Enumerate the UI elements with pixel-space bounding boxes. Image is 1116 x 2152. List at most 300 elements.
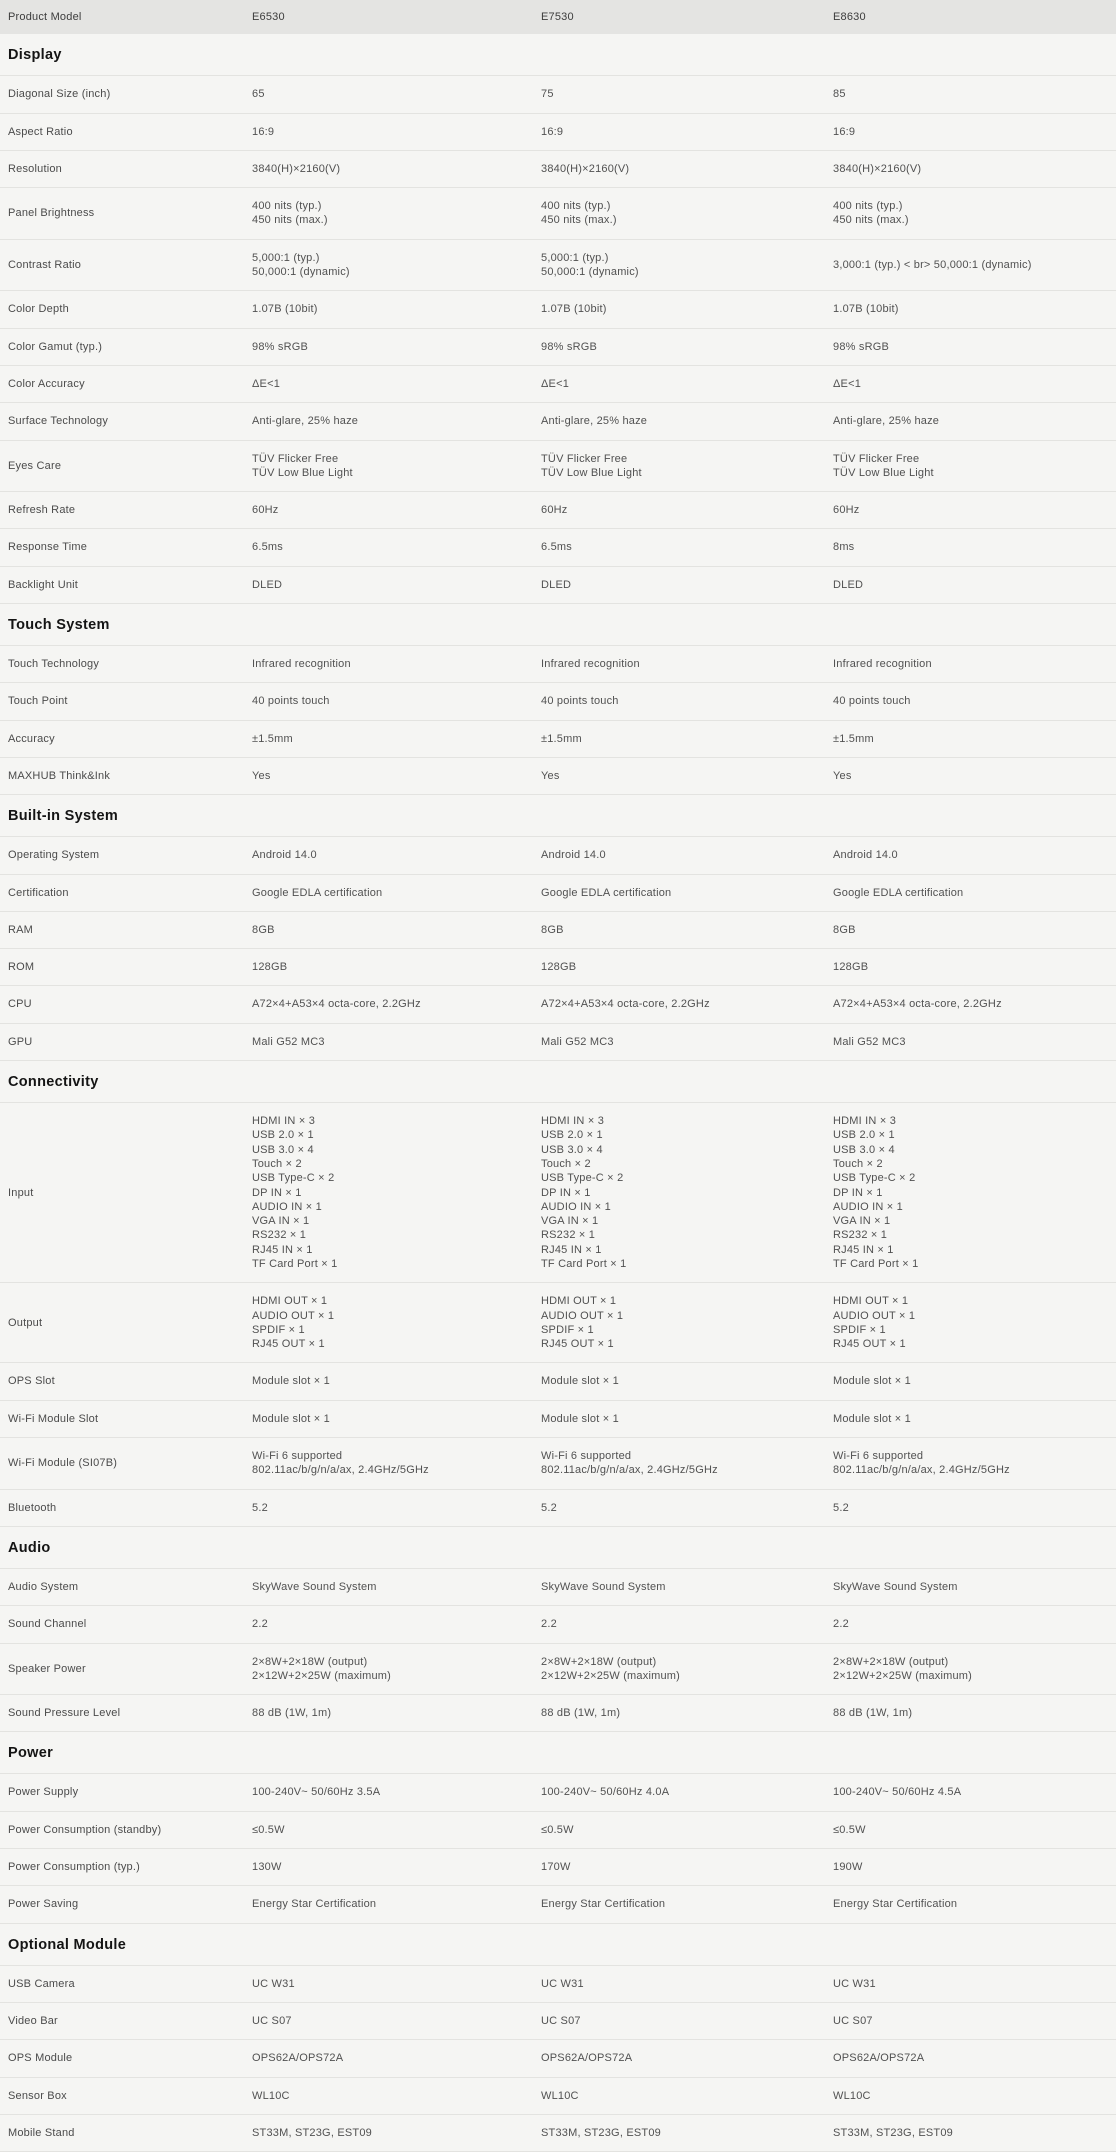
spec-value-line: 2×12W+2×25W (maximum) <box>541 1669 680 1682</box>
spec-value <box>833 1655 1116 1684</box>
spec-value <box>833 769 1116 783</box>
spec-value-line: 40 points touch <box>252 695 330 708</box>
header-model-e6530: E6530 <box>252 11 285 23</box>
spec-value <box>541 199 833 228</box>
spec-value-line: 2.2 <box>541 1618 557 1631</box>
spec-value <box>833 125 1116 139</box>
spec-value-line: RS232 × 1 <box>252 1229 307 1242</box>
spec-value-line: OPS62A/OPS72A <box>833 2052 925 2065</box>
spec-value-line: USB 2.0 × 1 <box>833 1129 895 1142</box>
spec-value <box>833 1501 1116 1515</box>
spec-value-line: WL10C <box>252 2089 290 2102</box>
spec-value-line: Touch × 2 <box>541 1157 591 1170</box>
spec-row <box>0 291 1116 328</box>
spec-row-label: Diagonal Size (inch) <box>8 88 111 101</box>
spec-value-line: 98% sRGB <box>252 340 309 353</box>
spec-value <box>541 1580 833 1594</box>
spec-row <box>0 2078 1116 2115</box>
spec-value <box>833 848 1116 862</box>
spec-value <box>541 1114 833 1271</box>
spec-value <box>252 1706 541 1720</box>
spec-value-line: 1.07B (10bit) <box>833 303 899 316</box>
spec-row <box>0 1812 1116 1849</box>
spec-value-line: USB Type-C × 2 <box>541 1172 624 1185</box>
spec-row-label: Power Supply <box>8 1786 79 1799</box>
spec-value-line: TF Card Port × 1 <box>541 1257 627 1270</box>
spec-value-line: HDMI OUT × 1 <box>833 1295 909 1308</box>
spec-row-label: Color Depth <box>8 303 69 316</box>
spec-value-line: TÜV Flicker Free <box>252 452 339 465</box>
spec-row-label: Refresh Rate <box>8 504 76 517</box>
spec-value <box>541 2014 833 2028</box>
spec-value <box>833 258 1116 272</box>
spec-value <box>252 1897 541 1911</box>
spec-value <box>252 1655 541 1684</box>
spec-value-line: UC S07 <box>833 2014 873 2027</box>
spec-row <box>0 567 1116 604</box>
spec-row <box>0 758 1116 795</box>
spec-row <box>0 1401 1116 1438</box>
spec-value <box>833 503 1116 517</box>
spec-value-line: Yes <box>833 769 852 782</box>
spec-value <box>252 251 541 280</box>
spec-value <box>252 2126 541 2140</box>
spec-value-line: A72×4+A53×4 octa-core, 2.2GHz <box>541 998 710 1011</box>
spec-value-line: VGA IN × 1 <box>252 1215 310 1228</box>
spec-value-line: USB 2.0 × 1 <box>541 1129 603 1142</box>
spec-value-line: ≤0.5W <box>252 1823 285 1836</box>
spec-value <box>833 1617 1116 1631</box>
spec-value <box>252 87 541 101</box>
spec-value-line: 450 nits (max.) <box>833 214 909 227</box>
spec-row-label: Backlight Unit <box>8 578 79 591</box>
spec-row <box>0 492 1116 529</box>
spec-value <box>541 452 833 481</box>
spec-value-line: WL10C <box>541 2089 579 2102</box>
spec-row <box>0 1774 1116 1811</box>
spec-value-line: 3840(H)×2160(V) <box>833 162 922 175</box>
spec-value <box>541 1449 833 1478</box>
spec-value-line: AUDIO OUT × 1 <box>541 1309 624 1322</box>
spec-value-line: UC W31 <box>833 1977 876 1990</box>
spec-row <box>0 151 1116 188</box>
spec-value <box>833 452 1116 481</box>
spec-value-line: DLED <box>541 578 572 591</box>
spec-row <box>0 1569 1116 1606</box>
spec-value-line: 88 dB (1W, 1m) <box>541 1707 621 1720</box>
spec-value-line: 60Hz <box>252 504 279 517</box>
spec-row-label: Resolution <box>8 162 62 175</box>
spec-row <box>0 76 1116 113</box>
section-title: Built-in System <box>0 795 1116 837</box>
spec-value-line: 2.2 <box>833 1618 849 1631</box>
spec-row-label: Color Gamut (typ.) <box>8 340 103 353</box>
spec-row <box>0 2040 1116 2077</box>
spec-value-line: Mali G52 MC3 <box>252 1035 325 1048</box>
spec-value-line: DP IN × 1 <box>833 1186 883 1199</box>
spec-value <box>541 340 833 354</box>
spec-value-line: AUDIO IN × 1 <box>541 1200 611 1213</box>
spec-value-line: Google EDLA certification <box>541 886 672 899</box>
spec-value <box>541 162 833 176</box>
spec-value-line: Module slot × 1 <box>252 1412 330 1425</box>
spec-value <box>252 1501 541 1515</box>
spec-row-label: Bluetooth <box>8 1501 57 1514</box>
spec-value <box>833 1823 1116 1837</box>
spec-value <box>833 377 1116 391</box>
spec-value-line: Module slot × 1 <box>541 1412 619 1425</box>
spec-row <box>0 721 1116 758</box>
spec-value-line: ≤0.5W <box>833 1823 866 1836</box>
spec-value-line: TÜV Flicker Free <box>541 452 628 465</box>
spec-value-line: ST33M, ST23G, EST09 <box>252 2126 372 2139</box>
spec-value-line: 2.2 <box>252 1618 268 1631</box>
spec-value <box>252 1860 541 1874</box>
spec-row <box>0 1490 1116 1527</box>
spec-row-label: Sound Channel <box>8 1618 87 1631</box>
spec-value-line: OPS62A/OPS72A <box>541 2052 633 2065</box>
spec-value-line: 88 dB (1W, 1m) <box>833 1707 913 1720</box>
spec-row <box>0 1606 1116 1643</box>
spec-value <box>833 997 1116 1011</box>
spec-value-line: RJ45 OUT × 1 <box>252 1338 325 1351</box>
spec-value-line: Energy Star Certification <box>833 1898 958 1911</box>
spec-value <box>252 657 541 671</box>
spec-row <box>0 912 1116 949</box>
spec-row-label: USB Camera <box>8 1977 75 1990</box>
spec-value-line: AUDIO IN × 1 <box>833 1200 903 1213</box>
spec-value <box>833 2014 1116 2028</box>
spec-row <box>0 1283 1116 1363</box>
spec-value <box>541 125 833 139</box>
spec-value <box>541 769 833 783</box>
spec-value <box>833 923 1116 937</box>
spec-value <box>541 1294 833 1351</box>
spec-value-line: Yes <box>252 769 271 782</box>
spec-value-line: Yes <box>541 769 560 782</box>
table-header-row <box>0 0 1116 34</box>
spec-value-line: TÜV Low Blue Light <box>541 466 642 479</box>
spec-value-line: VGA IN × 1 <box>541 1215 599 1228</box>
spec-value-line: 128GB <box>833 961 869 974</box>
spec-value-line: 98% sRGB <box>833 340 890 353</box>
spec-row-label: Mobile Stand <box>8 2126 75 2139</box>
section-title: Touch System <box>0 604 1116 646</box>
spec-value <box>252 578 541 592</box>
spec-value <box>833 886 1116 900</box>
spec-value-line: ±1.5mm <box>541 732 582 745</box>
spec-value <box>541 1897 833 1911</box>
spec-row-label: OPS Module <box>8 2052 73 2065</box>
spec-value <box>252 769 541 783</box>
spec-value-line: TÜV Low Blue Light <box>833 466 934 479</box>
spec-value <box>541 1977 833 1991</box>
spec-value-line: Energy Star Certification <box>541 1898 666 1911</box>
spec-row-label: Accuracy <box>8 732 55 745</box>
spec-value <box>833 1374 1116 1388</box>
spec-value-line: 400 nits (typ.) <box>541 200 611 213</box>
spec-value <box>541 694 833 708</box>
spec-value <box>833 2126 1116 2140</box>
spec-value-line: 190W <box>833 1861 863 1874</box>
spec-value <box>541 1860 833 1874</box>
spec-value-line: ≤0.5W <box>541 1823 574 1836</box>
spec-value-line: USB 2.0 × 1 <box>252 1129 314 1142</box>
spec-row-label: Sensor Box <box>8 2089 67 2102</box>
spec-value <box>252 997 541 1011</box>
spec-value-line: Infrared recognition <box>252 658 351 671</box>
spec-value-line: 85 <box>833 88 846 101</box>
spec-value-line: UC S07 <box>541 2014 581 2027</box>
spec-value-line: 400 nits (typ.) <box>252 200 322 213</box>
spec-value-line: DP IN × 1 <box>252 1186 302 1199</box>
spec-value <box>252 1449 541 1478</box>
spec-value-line: Anti-glare, 25% haze <box>541 415 648 428</box>
spec-value <box>252 1035 541 1049</box>
spec-value-line: 8GB <box>541 923 564 936</box>
spec-value-line: SkyWave Sound System <box>252 1580 377 1593</box>
spec-value-line: 75 <box>541 88 554 101</box>
spec-value-line: 40 points touch <box>541 695 619 708</box>
spec-row-label: Power Consumption (typ.) <box>8 1861 140 1874</box>
spec-value-line: USB 3.0 × 4 <box>252 1143 314 1156</box>
spec-value <box>541 503 833 517</box>
spec-row-label: Response Time <box>8 541 88 554</box>
spec-row <box>0 529 1116 566</box>
spec-value-line: 16:9 <box>541 125 564 138</box>
spec-value-line: 65 <box>252 88 265 101</box>
spec-value <box>541 414 833 428</box>
spec-value <box>541 1706 833 1720</box>
spec-value <box>541 540 833 554</box>
spec-value <box>541 886 833 900</box>
spec-value-line: Module slot × 1 <box>252 1375 330 1388</box>
spec-value <box>541 1412 833 1426</box>
spec-value <box>833 1706 1116 1720</box>
spec-value-line: 98% sRGB <box>541 340 598 353</box>
spec-value <box>252 1374 541 1388</box>
spec-value-line: 3,000:1 (typ.) < br> 50,000:1 (dynamic) <box>833 258 1032 271</box>
spec-value <box>252 2014 541 2028</box>
spec-value <box>541 578 833 592</box>
spec-value-line: 100-240V~ 50/60Hz 4.5A <box>833 1786 962 1799</box>
spec-value-line: ΔE<1 <box>833 377 862 390</box>
spec-value-line: WL10C <box>833 2089 871 2102</box>
spec-value <box>833 960 1116 974</box>
spec-value <box>541 1617 833 1631</box>
spec-value <box>833 1449 1116 1478</box>
spec-row <box>0 441 1116 493</box>
spec-value <box>541 997 833 1011</box>
spec-value <box>541 732 833 746</box>
spec-row-label: Speaker Power <box>8 1662 86 1675</box>
section-title: Power <box>0 1732 1116 1774</box>
spec-value-line: A72×4+A53×4 octa-core, 2.2GHz <box>833 998 1002 1011</box>
spec-row <box>0 1966 1116 2003</box>
section-title: Optional Module <box>0 1924 1116 1966</box>
spec-value <box>541 657 833 671</box>
spec-value-line: 2×8W+2×18W (output) <box>833 1655 949 1668</box>
spec-value <box>833 732 1116 746</box>
spec-row-label: OPS Slot <box>8 1375 55 1388</box>
spec-value-line: Touch × 2 <box>833 1157 883 1170</box>
spec-value <box>541 1655 833 1684</box>
spec-value-line: SPDIF × 1 <box>252 1323 305 1336</box>
spec-value-line: Mali G52 MC3 <box>541 1035 614 1048</box>
spec-value <box>833 540 1116 554</box>
spec-row <box>0 188 1116 240</box>
spec-value-line: Module slot × 1 <box>541 1375 619 1388</box>
spec-value-line: RJ45 OUT × 1 <box>833 1338 906 1351</box>
spec-value <box>541 302 833 316</box>
header-model-e7530: E7530 <box>541 11 574 23</box>
spec-value-line: 3840(H)×2160(V) <box>252 162 341 175</box>
spec-value-line: 450 nits (max.) <box>252 214 328 227</box>
spec-value-line: 5,000:1 (typ.) <box>252 251 320 264</box>
spec-value-line: 802.11ac/b/g/n/a/ax, 2.4GHz/5GHz <box>541 1464 718 1477</box>
spec-value <box>833 1580 1116 1594</box>
spec-value-line: USB Type-C × 2 <box>252 1172 335 1185</box>
spec-value-line: Anti-glare, 25% haze <box>833 415 940 428</box>
spec-value-line: USB 3.0 × 4 <box>833 1143 895 1156</box>
spec-value-line: Energy Star Certification <box>252 1898 377 1911</box>
spec-row-label: GPU <box>8 1035 33 1048</box>
spec-value-line: 128GB <box>252 961 288 974</box>
spec-row-label: Eyes Care <box>8 459 62 472</box>
spec-value-line: SPDIF × 1 <box>833 1323 886 1336</box>
spec-value-line: RS232 × 1 <box>541 1229 596 1242</box>
spec-value-line: RJ45 IN × 1 <box>252 1243 313 1256</box>
spec-value-line: USB 3.0 × 4 <box>541 1143 603 1156</box>
spec-value-line: 1.07B (10bit) <box>252 303 318 316</box>
spec-value-line: 8GB <box>833 923 856 936</box>
spec-value-line: 3840(H)×2160(V) <box>541 162 630 175</box>
spec-value-line: Android 14.0 <box>833 849 898 862</box>
spec-value-line: 5.2 <box>833 1501 849 1514</box>
spec-row <box>0 366 1116 403</box>
spec-value-line: ΔE<1 <box>252 377 281 390</box>
spec-row-label: Operating System <box>8 849 100 862</box>
spec-value-line: 1.07B (10bit) <box>541 303 607 316</box>
spec-value <box>833 1294 1116 1351</box>
spec-row <box>0 240 1116 292</box>
spec-value-line: 100-240V~ 50/60Hz 3.5A <box>252 1786 381 1799</box>
spec-value <box>252 199 541 228</box>
spec-value <box>252 1977 541 1991</box>
spec-value <box>252 377 541 391</box>
spec-value-line: Mali G52 MC3 <box>833 1035 906 1048</box>
spec-value-line: HDMI IN × 3 <box>541 1115 605 1128</box>
spec-value-line: Anti-glare, 25% haze <box>252 415 359 428</box>
spec-value-line: Module slot × 1 <box>833 1375 911 1388</box>
spec-value <box>252 340 541 354</box>
spec-row <box>0 1644 1116 1696</box>
spec-value-line: Infrared recognition <box>833 658 932 671</box>
spec-row <box>0 949 1116 986</box>
spec-value-line: AUDIO OUT × 1 <box>833 1309 916 1322</box>
spec-row <box>0 1363 1116 1400</box>
spec-sections <box>0 34 1116 2152</box>
spec-row-label: Sound Pressure Level <box>8 1707 121 1720</box>
spec-value-line: 8GB <box>252 923 275 936</box>
spec-value-line: 400 nits (typ.) <box>833 200 903 213</box>
spec-value-line: 5.2 <box>252 1501 268 1514</box>
spec-value <box>252 1580 541 1594</box>
spec-value <box>833 694 1116 708</box>
spec-value-line: USB Type-C × 2 <box>833 1172 916 1185</box>
spec-row <box>0 1103 1116 1283</box>
spec-value-line: Module slot × 1 <box>833 1412 911 1425</box>
spec-value-line: AUDIO OUT × 1 <box>252 1309 335 1322</box>
spec-value <box>252 960 541 974</box>
spec-row <box>0 1024 1116 1061</box>
spec-value <box>833 1114 1116 1271</box>
spec-value <box>541 1501 833 1515</box>
spec-value <box>541 87 833 101</box>
spec-row <box>0 403 1116 440</box>
spec-row <box>0 1886 1116 1923</box>
spec-value-line: 2×12W+2×25W (maximum) <box>833 1669 972 1682</box>
spec-value <box>541 2089 833 2103</box>
spec-value <box>833 578 1116 592</box>
spec-value <box>541 1785 833 1799</box>
spec-value-line: ST33M, ST23G, EST09 <box>541 2126 661 2139</box>
spec-row-label: Touch Technology <box>8 658 100 671</box>
spec-value <box>541 923 833 937</box>
spec-value-line: UC W31 <box>541 1977 584 1990</box>
spec-value-line: 100-240V~ 50/60Hz 4.0A <box>541 1786 670 1799</box>
spec-value-line: RJ45 OUT × 1 <box>541 1338 614 1351</box>
spec-value-line: 50,000:1 (dynamic) <box>541 266 639 279</box>
spec-value <box>252 1785 541 1799</box>
spec-value-line: 2×8W+2×18W (output) <box>541 1655 657 1668</box>
spec-row-label: Aspect Ratio <box>8 125 73 138</box>
spec-value <box>541 2126 833 2140</box>
spec-row-label: Surface Technology <box>8 415 109 428</box>
spec-value <box>541 1823 833 1837</box>
spec-value-line: 2×8W+2×18W (output) <box>252 1655 368 1668</box>
spec-value <box>833 199 1116 228</box>
spec-row-label: Output <box>8 1316 43 1329</box>
spec-row-label: Color Accuracy <box>8 377 85 390</box>
spec-value <box>833 657 1116 671</box>
spec-value-line: DP IN × 1 <box>541 1186 591 1199</box>
spec-value-line: TF Card Port × 1 <box>833 1257 919 1270</box>
spec-value <box>252 540 541 554</box>
spec-value-line: 450 nits (max.) <box>541 214 617 227</box>
spec-row <box>0 837 1116 874</box>
spec-value <box>833 1860 1116 1874</box>
spec-value-line: DLED <box>833 578 864 591</box>
spec-value-line: 8ms <box>833 541 855 554</box>
spec-row-label: Certification <box>8 886 69 899</box>
spec-value-line: 60Hz <box>541 504 568 517</box>
spec-row-label: Wi-Fi Module Slot <box>8 1412 99 1425</box>
spec-value-line: OPS62A/OPS72A <box>252 2052 344 2065</box>
spec-value-line: ST33M, ST23G, EST09 <box>833 2126 953 2139</box>
spec-row-label: RAM <box>8 923 34 936</box>
spec-value-line: SPDIF × 1 <box>541 1323 594 1336</box>
spec-value <box>833 1977 1116 1991</box>
spec-value <box>252 162 541 176</box>
spec-row <box>0 646 1116 683</box>
spec-value-line: VGA IN × 1 <box>833 1215 891 1228</box>
spec-value <box>833 1412 1116 1426</box>
spec-row <box>0 1438 1116 1490</box>
spec-value-line: 6.5ms <box>252 541 283 554</box>
spec-row-label: Input <box>8 1186 34 1199</box>
spec-row-label: Power Saving <box>8 1898 79 1911</box>
